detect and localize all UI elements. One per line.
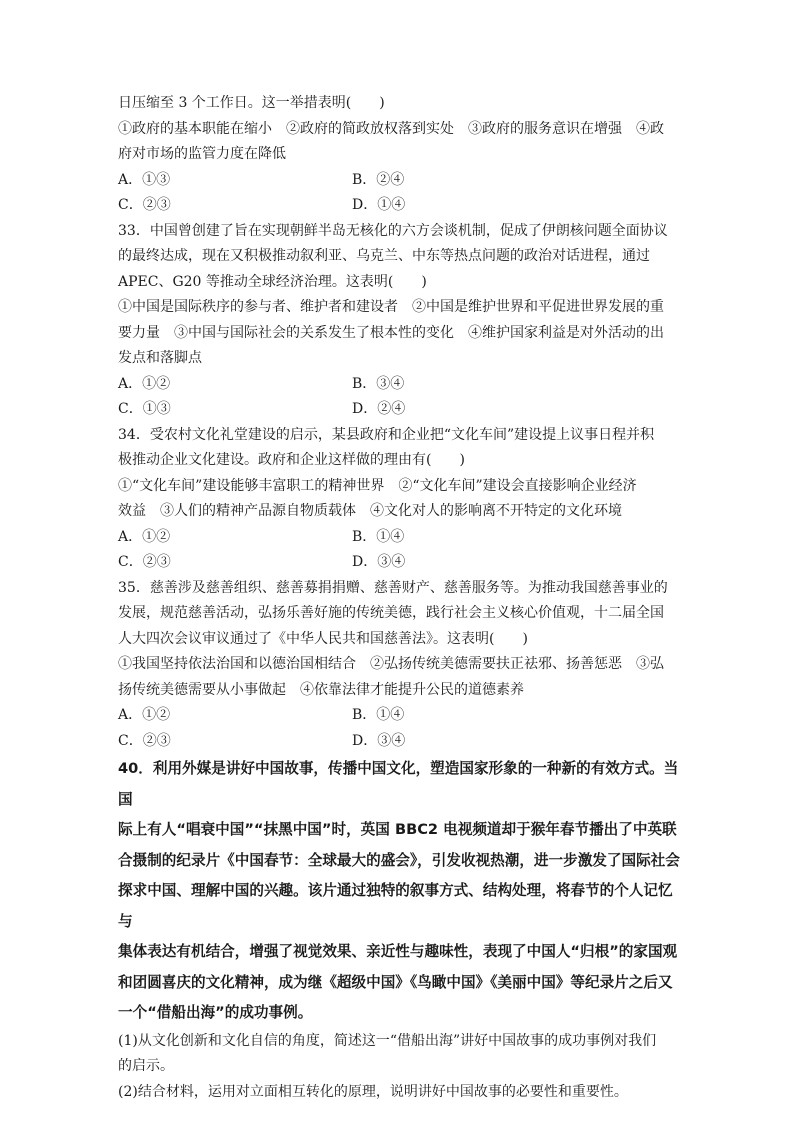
option-a: A．①②: [118, 707, 171, 723]
question-stem: 33．中国曾创建了旨在实现朝鲜半岛无核化的六方会谈机制，促成了伊朗核问题全面协议: [118, 222, 668, 239]
page-content: [118, 91, 684, 1105]
option-d: D．③④: [352, 732, 406, 749]
statements-line: 要力量 ③中国与国际社会的关系发生了根本性的变化 ④维护国家利益是对外活动的出: [118, 324, 664, 341]
statements-line: ①“文化车间”建设能够丰富职工的精神世界 ②“文化车间”建设会直接影响企业经济: [118, 477, 637, 494]
sub-question-1: (1)从文化创新和文化自信的角度，简述这一“借船出海”讲好中国故事的成功事例对我们: [118, 1032, 657, 1049]
question-40: [118, 754, 684, 1105]
option-c: C．②③: [118, 554, 171, 570]
statements-line: 府对市场的监管力度在降低: [118, 146, 286, 162]
material-text: 40．利用外媒是讲好中国故事，传播中国文化，塑造国家形象的一种新的有效方式。当国: [118, 760, 679, 808]
material-text: 际上有人“唱衰中国”“抹黑中国”时，英国 BBC2 电视频道却于猴年春节播出了中英联: [118, 821, 677, 838]
statements-line: 效益 ③人们的精神产品源自物质载体 ④文化对人的影响离不开特定的文化环境: [118, 503, 622, 519]
statements-line: ①我国坚持依法治国和以德治国相结合 ②弘扬传统美德需要扶正祛邪、扬善惩恶 ③弘: [118, 656, 664, 672]
option-c: C．①③: [118, 401, 171, 417]
question-stem: 35．慈善涉及慈善组织、慈善募捐捐赠、慈善财产、慈善服务等。为推动我国慈善事业的: [118, 579, 668, 596]
option-c: C．②③: [118, 197, 171, 213]
option-b: B．②④: [352, 171, 405, 188]
option-d: D．①④: [352, 197, 406, 213]
option-d: D．③④: [352, 554, 406, 570]
question-stem: 极推动企业文化建设。政府和企业这样做的理由有( ): [118, 452, 465, 468]
material-text: 和团圆喜庆的文化精神，成为继《超级中国》《鸟瞰中国》《美丽中国》等纪录片之后又: [118, 973, 673, 991]
options-row: [118, 550, 684, 576]
option-b: B．③④: [352, 375, 405, 392]
option-a: A．①②: [118, 528, 171, 545]
material-text: 一个“借船出海”的成功事例。: [118, 1004, 313, 1021]
question-32: [118, 91, 684, 219]
option-a: A．①③: [118, 171, 171, 188]
option-a: A．①②: [118, 375, 171, 392]
question-stem: 人大四次会议审议通过了《中华人民共和国慈善法》。这表明( ): [118, 630, 528, 647]
sub-question-1: 的启示。: [118, 1058, 174, 1074]
statements-line: ①中国是国际秩序的参与者、维护者和建设者 ②中国是维护世界和平促进世界发展的重: [118, 299, 664, 315]
option-d: D．②④: [352, 401, 406, 417]
question-stem: 34．受农村文化礼堂建设的启示，某县政府和企业把“文化车间”建设提上议事日程并积: [118, 426, 655, 443]
statements-line: 扬传统美德需要从小事做起 ④依靠法律才能提升公民的道德素养: [118, 681, 524, 698]
question-34: [118, 423, 684, 576]
option-b: B．①④: [352, 707, 405, 723]
question-35: [118, 576, 684, 755]
material-text: 探求中国、理解中国的兴趣。该片通过独特的叙事方式、结构处理，将春节的个人记忆与: [118, 882, 673, 930]
question-stem: 发展，规范慈善活动，弘扬乐善好施的传统美德，践行社会主义核心价值观，十二届全国: [118, 605, 664, 621]
statements-line: ①政府的基本职能在缩小 ②政府的简政放权落到实处 ③政府的服务意识在增强 ④政: [118, 120, 664, 137]
sub-question-2: (2)结合材料，运用对立面相互转化的原理，说明讲好中国故事的必要性和重要性。: [118, 1083, 628, 1100]
options-row: [118, 729, 684, 755]
options-row: [118, 193, 684, 219]
options-row: [118, 168, 684, 194]
question-33: [118, 219, 684, 423]
options-row: [118, 397, 684, 423]
material-text: 集体表达有机结合，增强了视觉效果、亲近性与趣味性，表现了中国人“归根”的家国观: [118, 943, 678, 960]
option-b: B．①④: [352, 528, 405, 545]
material-text: 合摄制的纪录片《中国春节：全球最大的盛会》，引发收视热潮，进一步激发了国际社会: [118, 851, 680, 869]
statements-line: 发点和落脚点: [118, 350, 202, 366]
options-row: [118, 525, 684, 551]
option-c: C．②③: [118, 732, 171, 749]
question-stem: APEC、G20 等推动全球经济治理。这表明( ): [118, 273, 427, 290]
question-stem: 日压缩至 3 个工作日。这一举措表明( ): [118, 95, 385, 111]
options-row: [118, 372, 684, 398]
options-row: [118, 703, 684, 729]
question-stem: 的最终达成，现在又积极推动叙利亚、乌克兰、中东等热点问题的政治对话进程，通过: [118, 248, 650, 264]
